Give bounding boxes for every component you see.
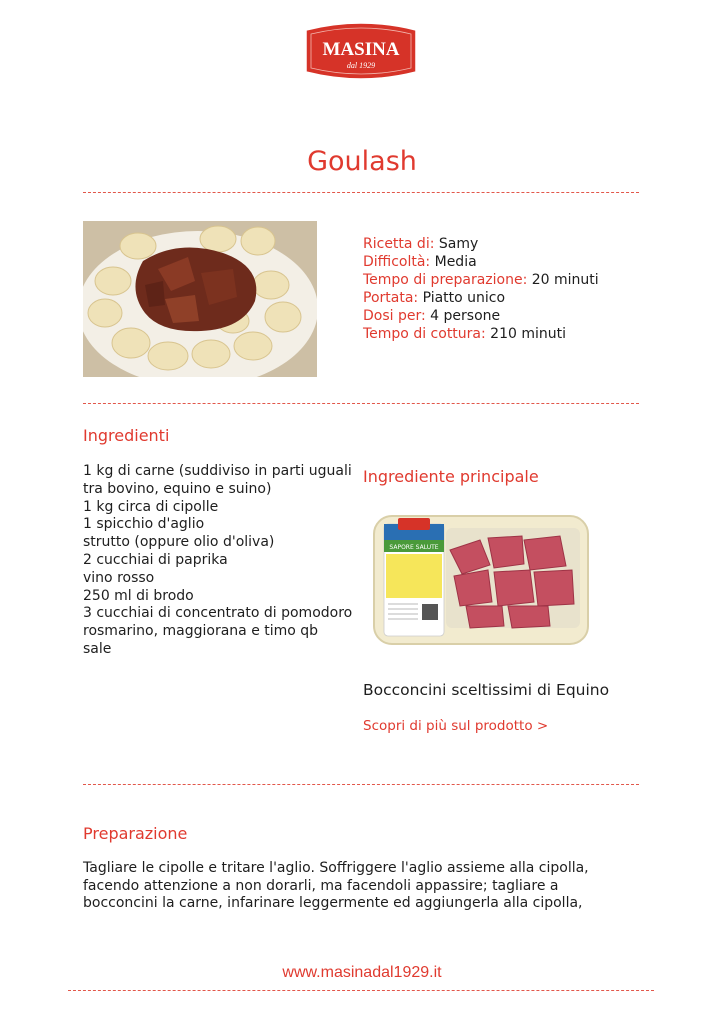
- info-prep-time: Tempo di preparazione: 20 minuti: [363, 272, 599, 288]
- product-photo: [370, 510, 592, 650]
- preparation-text: Tagliare le cipolle e tritare l'aglio. Soffriggere l'aglio assieme alla cipolla, facendo attenzione a non dorarli, ma facendoli appassire; tagliare a bocconcini la carne, infarinare leggermente ed aggiungerla alla cipolla,: [83, 860, 589, 911]
- list-item: 250 ml di brodo: [83, 587, 194, 604]
- divider: [83, 192, 639, 193]
- brand-tagline: dal 1929: [346, 61, 376, 70]
- main-ingredient-title: Ingrediente principale: [363, 467, 539, 486]
- info-cook-time: Tempo di cottura: 210 minuti: [363, 326, 566, 342]
- list-item: vino rosso: [83, 569, 155, 586]
- recipe-title: Goulash: [307, 146, 417, 177]
- package-label: SAPORE SALUTE: [389, 544, 439, 551]
- info-author: Ricetta di: Samy: [363, 236, 479, 252]
- preparation-title: Preparazione: [83, 824, 188, 843]
- info-difficulty: Difficoltà: Media: [363, 254, 477, 270]
- list-item: 2 cucchiai di paprika: [83, 551, 228, 568]
- divider: [83, 784, 639, 785]
- website-link[interactable]: www.masinadal1929.it: [282, 964, 442, 981]
- divider: [83, 403, 639, 404]
- divider: [68, 990, 654, 991]
- list-item: rosmarino, maggiorana e timo qb: [83, 623, 319, 640]
- list-item: sale: [83, 640, 112, 657]
- list-item: strutto (oppure olio d'oliva): [83, 534, 275, 551]
- dish-photo: [83, 221, 317, 377]
- info-servings: Dosi per: 4 persone: [363, 308, 501, 324]
- list-item: 3 cucchiai di concentrato di pomodoro: [83, 605, 353, 622]
- ingredients-title: Ingredienti: [83, 426, 170, 445]
- brand-logo: [302, 20, 420, 82]
- brand-name: MASINA: [322, 39, 400, 60]
- info-course: Portata: Piatto unico: [363, 290, 506, 306]
- product-name: Bocconcini sceltissimi di Equino: [363, 681, 610, 699]
- list-item: 1 kg circa di cipolle: [83, 498, 219, 515]
- list-item: 1 kg di carne (suddiviso in parti uguali tra bovino, equino e suino): [83, 463, 352, 497]
- product-link[interactable]: Scopri di più sul prodotto >: [363, 718, 549, 734]
- list-item: 1 spicchio d'aglio: [83, 516, 205, 533]
- recipe-info: [363, 235, 599, 343]
- ingredients-list: [83, 463, 363, 659]
